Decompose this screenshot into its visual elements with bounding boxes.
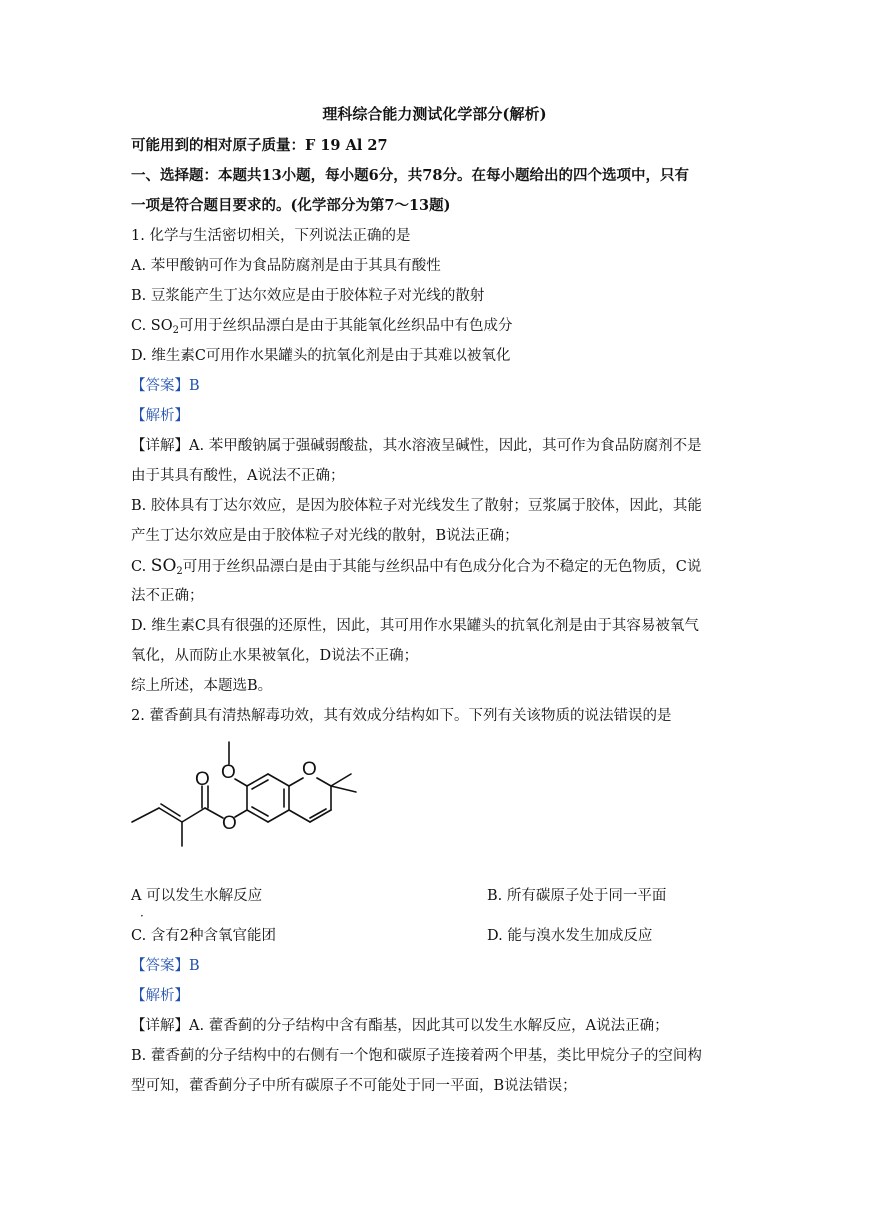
q1-detail-d-line-2: 氧化，从而防止水果被氧化，D说法不正确；	[131, 648, 419, 664]
chain-bond	[182, 808, 205, 822]
q1-detail-b-line-1: B. 胶体具有丁达尔效应，是因为胶体粒子对光线发生了散射；豆浆属于胶体，因此，其能	[131, 498, 702, 514]
q2-detail-a: 【详解】A. 藿香蓟的分子结构中含有酯基，因此其可以发生水解反应，A说法正确；	[131, 1018, 669, 1034]
q2-stem: 2. 藿香蓟具有清热解毒功效，其有效成分结构如下。下列有关该物质的说法错误的是	[131, 708, 672, 724]
q1-option-c-subscript: 2	[172, 325, 179, 336]
q1-detail-d-line-1: D. 维生素C具有很强的还原性，因此，其可用作水果罐头的抗氧化剂是由于其容易被氧气	[131, 618, 699, 634]
q1-detail-c-subscript: 2	[176, 566, 183, 577]
oxygen-atom-label: O	[222, 813, 237, 834]
pyran-bond	[317, 778, 331, 786]
q1-answer: 【答案】B	[131, 378, 200, 394]
methyl-bond	[331, 786, 356, 792]
ring-bond	[247, 810, 268, 822]
q2-analysis-label: 【解析】	[131, 988, 189, 1004]
q1-option-c	[131, 316, 751, 341]
q2-option-b: B. 所有碳原子处于同一平面	[487, 888, 667, 904]
page-title: 理科综合能力测试化学部分(解析)	[322, 105, 547, 123]
ester-bond	[235, 810, 247, 817]
ring-bond	[268, 774, 289, 786]
q2-detail-b-line-1: B. 藿香蓟的分子结构中的右侧有一个饱和碳原子连接着两个甲基，类比甲烷分子的空间构	[131, 1048, 702, 1064]
q1-detail-a-line-1: 【详解】A. 苯甲酸钠属于强碱弱酸盐，其水溶液呈碱性，因此，其可作为食品防腐剂不是	[131, 438, 702, 454]
q2-answer: 【答案】B	[131, 958, 200, 974]
methyl-bond	[331, 774, 351, 786]
q2-option-a: A 可以发生水解反应	[131, 888, 263, 904]
oxygen-atom-label: O	[195, 769, 210, 790]
atomic-mass-line: 可能用到的相对原子质量：F 19 Al 27	[131, 137, 388, 154]
methoxy-bond	[235, 779, 247, 786]
section-heading-line-2: 一项是符合题目要求的。(化学部分为第7～13题)	[131, 197, 451, 214]
pyran-bond	[289, 810, 310, 822]
oxygen-atom-label: O	[221, 762, 236, 783]
q1-detail-c-formula: SO	[150, 556, 177, 576]
molecule-structure-diagram	[126, 730, 386, 860]
q1-detail-c-prefix: C.	[131, 559, 151, 575]
ester-bond	[205, 808, 223, 818]
q1-analysis-label: 【解析】	[131, 408, 189, 424]
q1-summary: 综上所述，本题选B。	[131, 678, 273, 694]
methyl-bond	[132, 808, 159, 822]
q1-option-b: B. 豆浆能产生丁达尔效应是由于胶体粒子对光线的散射	[131, 288, 485, 304]
q1-detail-c-suffix: 可用于丝织品漂白是由于其能与丝织品中有色成分化合为不稳定的无色物质，C说	[182, 559, 702, 575]
q1-option-d: D. 维生素C可用作水果罐头的抗氧化剂是由于其难以被氧化	[131, 348, 511, 364]
q1-detail-b-line-2: 产生丁达尔效应是由于胶体粒子对光线的散射，B说法正确；	[131, 528, 519, 544]
q2-option-d: D. 能与溴水发生加成反应	[487, 928, 653, 944]
oxygen-atom-label: O	[302, 759, 317, 780]
ring-bond	[247, 774, 268, 786]
q1-detail-c-line-2: 法不正确；	[131, 588, 204, 604]
q1-stem: 1. 化学与生活密切相关，下列说法正确的是	[131, 228, 411, 244]
q2-detail-b-line-2: 型可知，藿香蓟分子中所有碳原子不可能处于同一平面，B说法错误；	[131, 1078, 577, 1094]
q1-option-a: A. 苯甲酸钠可作为食品防腐剂是由于其具有酸性	[131, 258, 441, 274]
q1-option-c-prefix: C. SO	[131, 318, 173, 334]
q1-detail-c-line-1	[131, 556, 751, 582]
q2-option-c: C. 含有2种含氧官能团	[131, 928, 277, 944]
pyran-bond	[289, 778, 303, 786]
q2-option-a-dot: ·	[140, 909, 144, 923]
q1-option-c-suffix: 可用于丝织品漂白是由于其能氧化丝织品中有色成分	[179, 318, 513, 334]
q1-detail-a-line-2: 由于其具有酸性，A说法不正确；	[131, 468, 345, 484]
ring-bond	[268, 810, 289, 822]
section-heading-line-1: 一、选择题：本题共13小题，每小题6分，共78分。在每小题给出的四个选项中，只有	[131, 167, 689, 184]
